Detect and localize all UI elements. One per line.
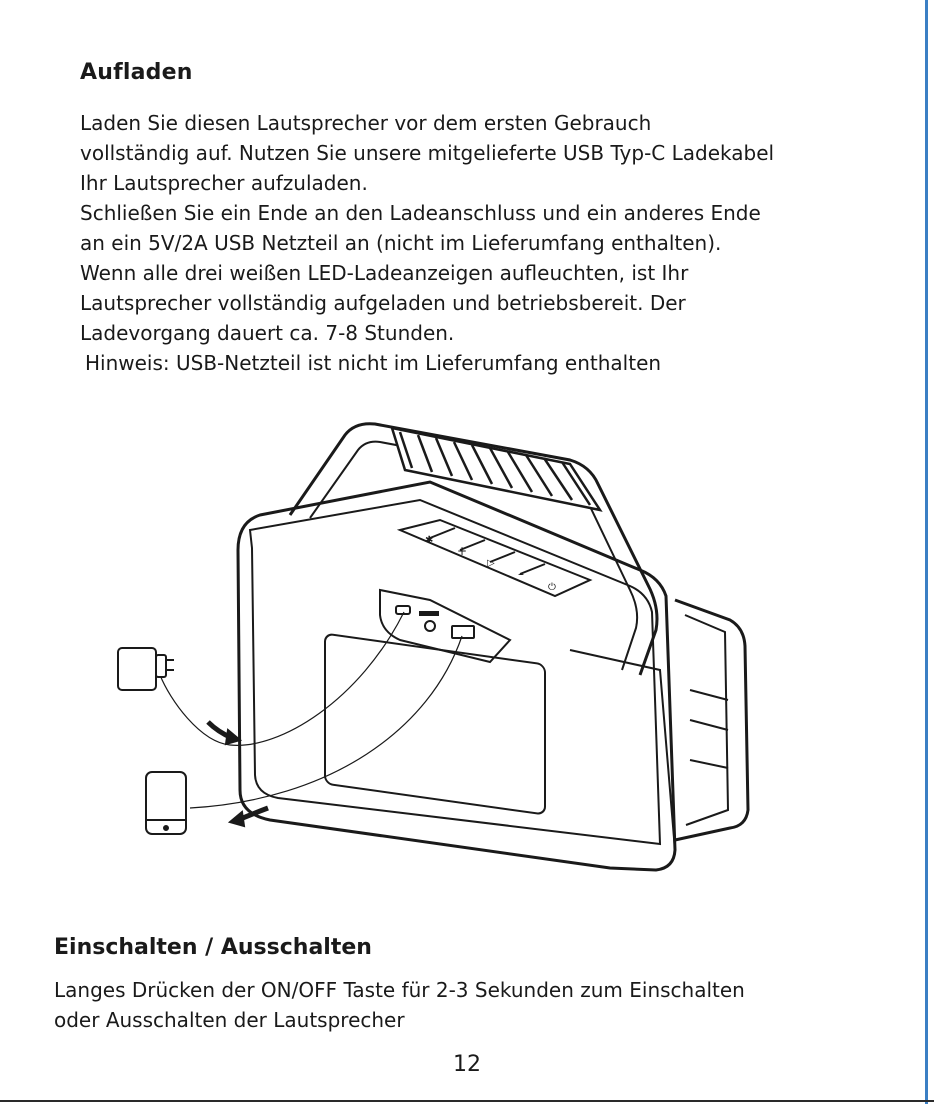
text-line: oder Ausschalten der Lautsprecher [54,1008,405,1032]
charging-instructions [80,108,880,378]
text-line: vollständig auf. Nutzen Sie unsere mitgelieferte USB Typ-C Ladekabel [80,141,775,165]
smartphone-icon [146,772,186,834]
svg-text:▷: ▷ [487,558,495,569]
page-bottom-rule [0,1100,934,1102]
svg-text:+: + [457,544,468,558]
svg-text:✱: ✱ [425,535,434,546]
svg-text:–: – [518,567,524,581]
text-line: Wenn alle drei weißen LED-Ladeanzeigen aufleuchten, ist Ihr [80,261,689,285]
text-line: Schließen Sie ein Ende an den Ladeanschluss und ein anderes Ende [80,201,761,225]
text-line: Ihr Lautsprecher aufzuladen. [80,171,368,195]
text-line: Langes Drücken der ON/OFF Taste für 2-3 Sekunden zum Einschalten [54,978,745,1002]
power-adapter-icon [118,648,174,690]
page-number: 12 [453,1052,481,1077]
text-line: Lautsprecher vollständig aufgeladen und betriebsbereit. Der [80,291,686,315]
text-line: Laden Sie diesen Lautsprecher vor dem ersten Gebrauch [80,111,652,135]
cable [160,612,404,745]
charging-note: Hinweis: USB-Netzteil ist nicht im Lieferumfang enthalten [85,351,662,375]
text-line: Ladevorgang dauert ca. 7-8 Stunden. [80,321,455,345]
section-heading-charging: Aufladen [80,60,193,85]
port-panel [380,590,510,662]
page-edge-rule [925,0,928,1104]
arrow-icon [208,722,240,744]
svg-text:⏻: ⏻ [548,582,556,593]
handle-grip-icon [392,428,600,510]
text-line: an ein 5V/2A USB Netzteil an (nicht im Lieferumfang enthalten). [80,231,722,255]
power-instructions [54,975,874,1035]
speaker-illustration [100,400,800,880]
section-heading-power: Einschalten / Ausschalten [54,935,372,960]
